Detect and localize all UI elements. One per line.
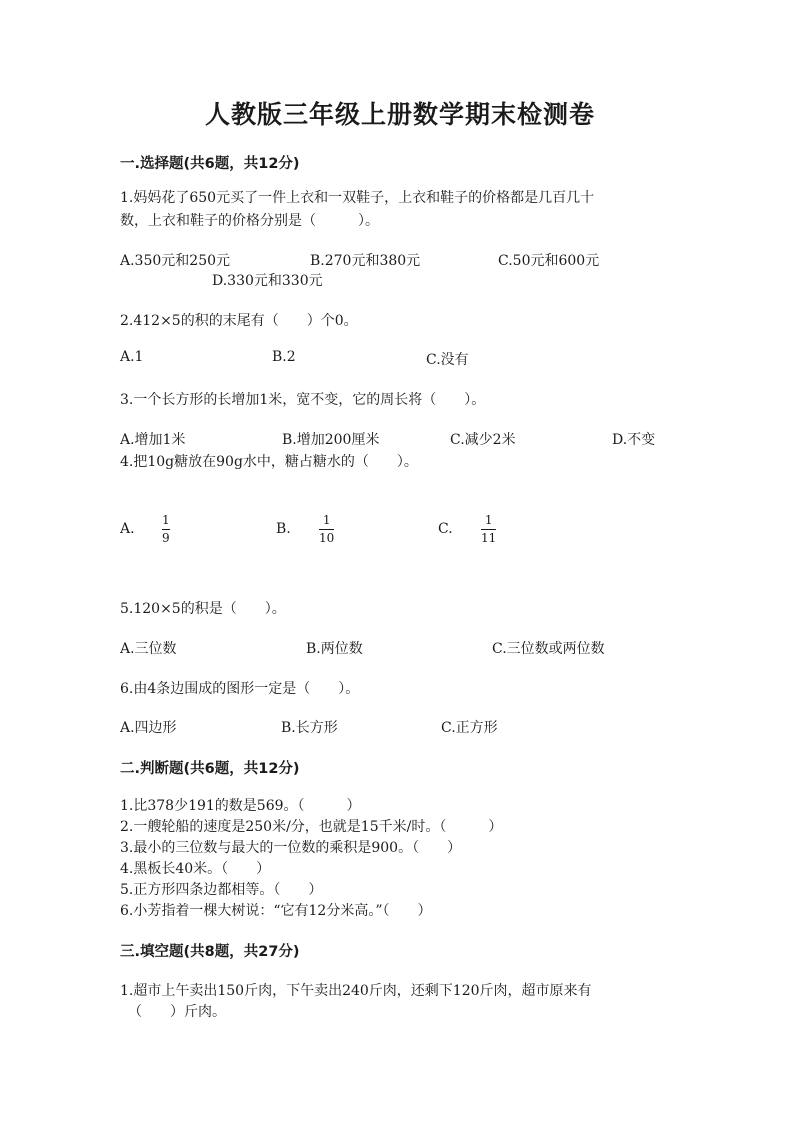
question-4: 4.把10g糖放在90g水中，糖占糖水的（ ）。 xyxy=(120,454,418,470)
question-1-line-1: 1.妈妈花了650元买了一件上衣和一双鞋子，上衣和鞋子的价格都是几百几十 xyxy=(120,190,595,206)
fraction-denominator: 10 xyxy=(319,531,335,545)
section-heading-choice: 一.选择题(共6题，共12分) xyxy=(120,156,300,172)
q4-option-c: C. xyxy=(438,521,453,537)
question-1-line-2: 数，上衣和鞋子的价格分别是（ ）。 xyxy=(120,213,379,229)
section-heading-fill: 三.填空题(共8题，共27分) xyxy=(120,944,300,960)
q1-option-d: D.330元和330元 xyxy=(212,273,323,289)
q1-option-c: C.50元和600元 xyxy=(498,253,600,269)
judge-item-4: 4.黑板长40米。（ ） xyxy=(120,861,271,877)
q3-option-d: D.不变 xyxy=(612,432,656,448)
fraction-numerator: 1 xyxy=(322,513,331,527)
q5-option-a: A.三位数 xyxy=(120,641,177,657)
q1-option-b: B.270元和380元 xyxy=(310,253,421,269)
q4-option-a: A. xyxy=(120,521,135,537)
section-heading-judge: 二.判断题(共6题，共12分) xyxy=(120,761,300,777)
q5-option-b: B.两位数 xyxy=(306,641,363,657)
fraction-denominator: 11 xyxy=(481,531,497,545)
question-5: 5.120×5的积是（ ）。 xyxy=(120,601,286,617)
q1-option-a: A.350元和250元 xyxy=(120,253,231,269)
fraction-numerator: 1 xyxy=(162,513,170,527)
fill-question-1-line-1: 1.超市上午卖出150斤肉，下午卖出240斤肉，还剩下120斤肉，超市原来有 xyxy=(120,983,592,999)
page-title: 人教版三年级上册数学期末检测卷 xyxy=(204,100,595,129)
judge-item-2: 2.一艘轮船的速度是250米/分，也就是15千米/时。（ ） xyxy=(120,819,503,835)
q4-fraction-a xyxy=(162,514,170,545)
fraction-numerator: 1 xyxy=(484,513,493,527)
judge-item-1: 1.比378少191的数是569。（ ） xyxy=(120,798,361,814)
q5-option-c: C.三位数或两位数 xyxy=(492,641,605,657)
question-3: 3.一个长方形的长增加1米，宽不变，它的周长将（ ）。 xyxy=(120,392,486,408)
q2-option-b: B.2 xyxy=(272,349,296,365)
q2-option-a: A.1 xyxy=(120,349,144,365)
q6-option-a: A.四边形 xyxy=(120,720,177,736)
q3-option-c: C.减少2米 xyxy=(450,432,516,448)
q3-option-a: A.增加1米 xyxy=(120,432,186,448)
judge-item-5: 5.正方形四条边都相等。（ ） xyxy=(120,882,323,898)
question-2: 2.412×5的积的末尾有（ ）个0。 xyxy=(120,313,358,329)
fill-question-1-line-2: （ ）斤肉。 xyxy=(128,1004,226,1020)
judge-item-3: 3.最小的三位数与最大的一位数的乘积是900。（ ） xyxy=(120,840,462,856)
q4-fraction-c xyxy=(481,514,496,545)
q3-option-b: B.增加200厘米 xyxy=(282,432,380,448)
q6-option-c: C.正方形 xyxy=(441,720,498,736)
q4-fraction-b xyxy=(319,514,334,545)
q6-option-b: B.长方形 xyxy=(281,720,338,736)
fraction-denominator: 9 xyxy=(162,531,170,545)
q2-option-c: C.没有 xyxy=(426,352,469,368)
q4-option-b: B. xyxy=(276,521,291,537)
question-6: 6.由4条边围成的图形一定是（ ）。 xyxy=(120,681,360,697)
judge-item-6: 6.小芳指着一棵大树说：“它有12分米高。”（ ） xyxy=(120,903,432,919)
